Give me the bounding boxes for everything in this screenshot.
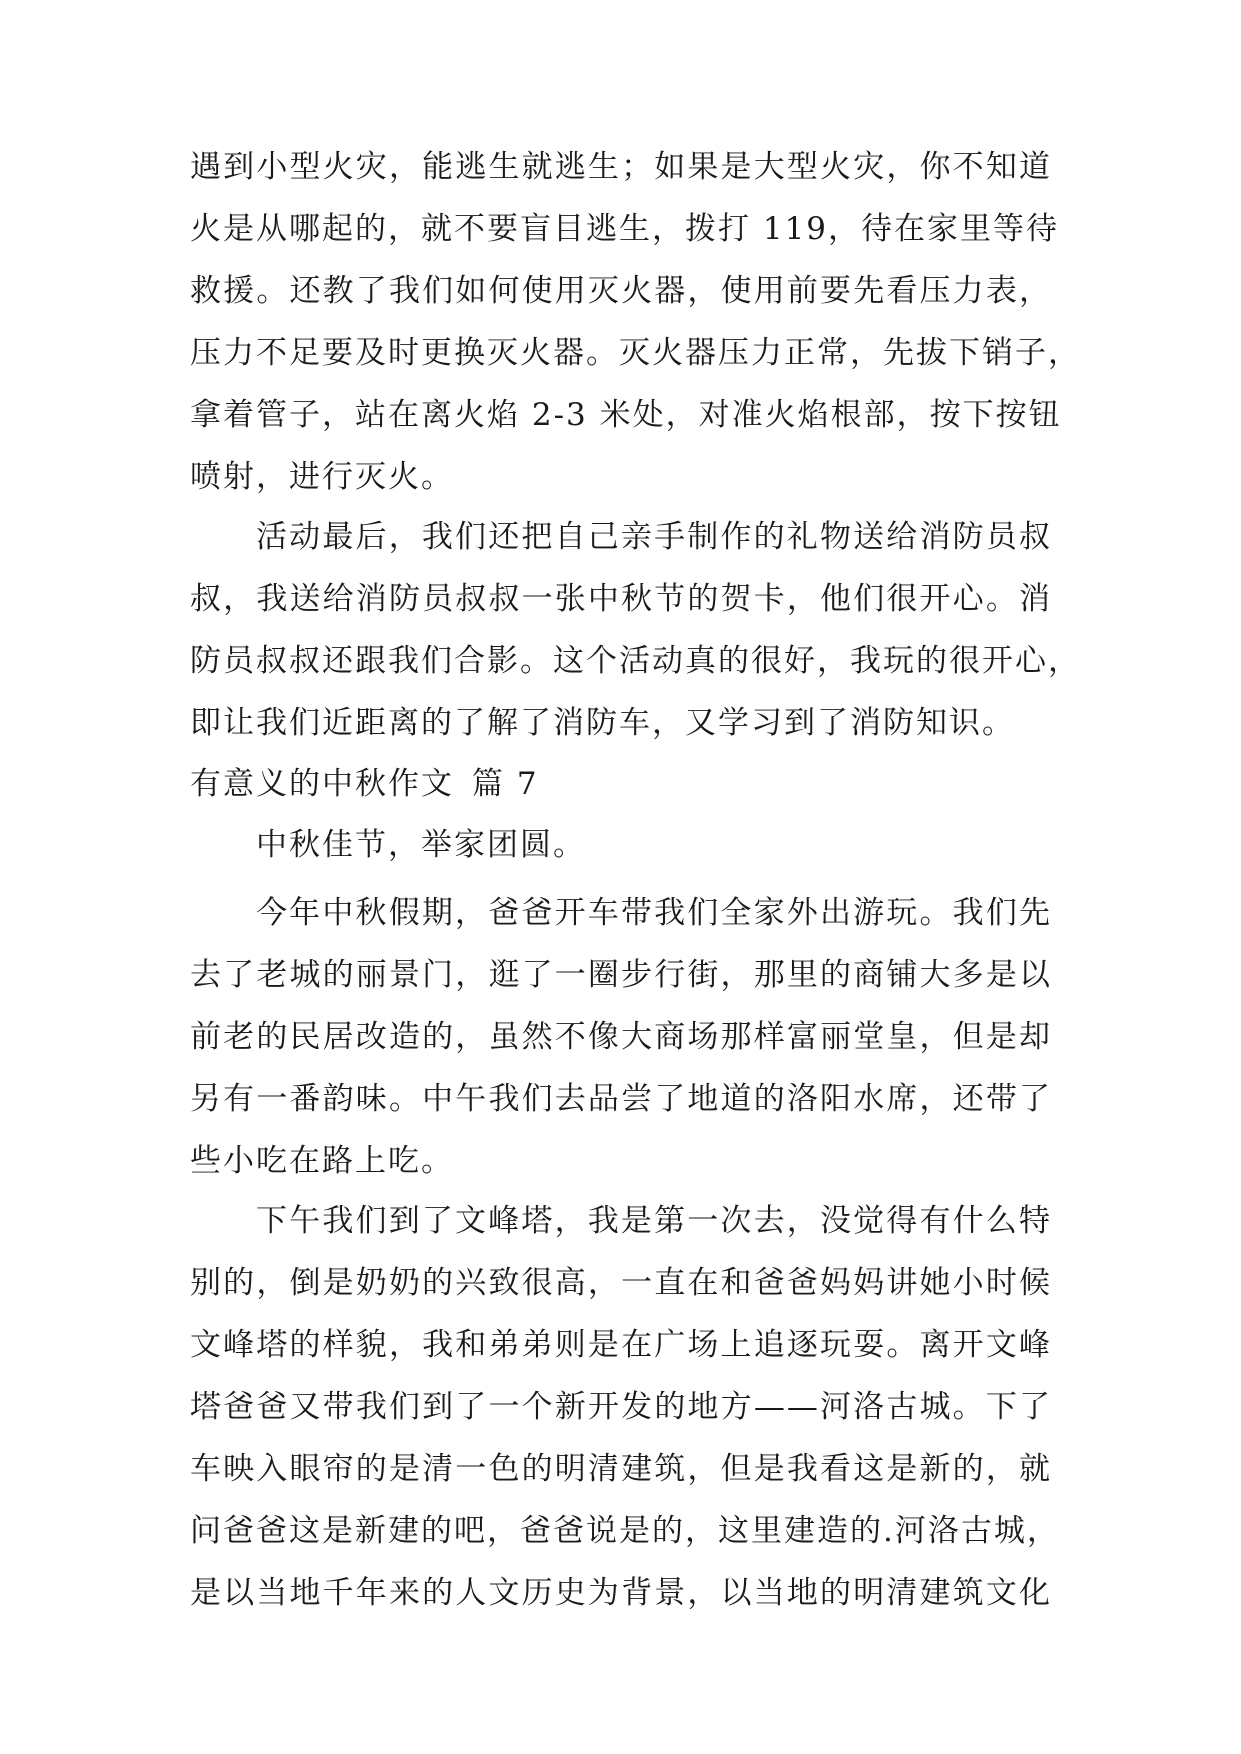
text-line: 文峰塔的样貌，我和弟弟则是在广场上追逐玩耍。离开文峰 <box>190 1327 1052 1363</box>
text-line: 问爸爸这是新建的吧，爸爸说是的，这里建造的.河洛古城， <box>190 1513 1060 1549</box>
text-line: 下午我们到了文峰塔，我是第一次去，没觉得有什么特 <box>256 1203 1052 1239</box>
text-line: 塔爸爸又带我们到了一个新开发的地方——河洛古城。下了 <box>190 1389 1052 1425</box>
paragraph-morning-trip <box>190 882 1052 1192</box>
paragraph-fire-escape <box>190 136 1081 508</box>
text-line: 救援。还教了我们如何使用灭火器，使用前要先看压力表， <box>190 273 1052 309</box>
text-line: 另有一番韵味。中午我们去品尝了地道的洛阳水席，还带了 <box>190 1081 1052 1117</box>
text-line: 火是从哪起的，就不要盲目逃生，拨打 119，待在家里等待 <box>190 211 1060 247</box>
text-line: 喷射，进行灭火。 <box>190 459 454 495</box>
section-heading <box>190 754 1052 814</box>
text-line: 是以当地千年来的人文历史为背景，以当地的明清建筑文化 <box>190 1575 1052 1611</box>
heading-chapter: 篇 7 <box>472 766 539 802</box>
text-line: 车映入眼帘的是清一色的明清建筑，但是我看这是新的，就 <box>190 1451 1052 1487</box>
text-line: 拿着管子，站在离火焰 2-3 米处，对准火焰根部，按下按钮 <box>190 397 1062 433</box>
paragraph-afternoon-trip <box>190 1190 1060 1624</box>
text-line: 遇到小型火灾，能逃生就逃生；如果是大型火灾，你不知道 <box>190 149 1052 185</box>
text-line: 别的，倒是奶奶的兴致很高，一直在和爸爸妈妈讲她小时候 <box>190 1265 1052 1301</box>
paragraph-activity-end <box>190 506 1081 754</box>
text-line: 叔，我送给消防员叔叔一张中秋节的贺卡，他们很开心。消 <box>190 581 1052 617</box>
heading-title: 有意义的中秋作文 <box>190 766 454 802</box>
text-line: 今年中秋假期，爸爸开车带我们全家外出游玩。我们先 <box>256 895 1052 931</box>
text-line: 前老的民居改造的，虽然不像大商场那样富丽堂皇，但是却 <box>190 1019 1052 1055</box>
text-line: 即让我们近距离的了解了消防车，又学习到了消防知识。 <box>190 705 1015 741</box>
text-line: 去了老城的丽景门，逛了一圈步行街，那里的商铺大多是以 <box>190 957 1052 993</box>
paragraph-intro <box>190 814 1052 876</box>
text-line: 防员叔叔还跟我们合影。这个活动真的很好，我玩的很开心， <box>190 643 1081 679</box>
text-line: 中秋佳节，举家团圆。 <box>256 827 586 863</box>
text-line: 些小吃在路上吃。 <box>190 1143 454 1179</box>
section-title <box>190 754 1052 814</box>
text-line: 压力不足要及时更换灭火器。灭火器压力正常，先拔下销子， <box>190 335 1081 371</box>
text-line: 活动最后，我们还把自己亲手制作的礼物送给消防员叔 <box>256 519 1052 555</box>
